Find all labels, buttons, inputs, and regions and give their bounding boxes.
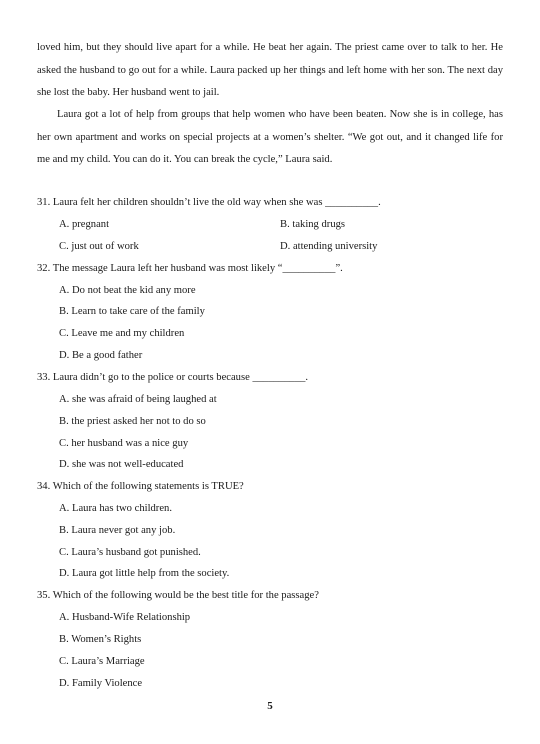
option-33-c	[59, 436, 188, 452]
question-33	[37, 370, 507, 386]
option-letter: D.	[59, 678, 70, 689]
option-31-b	[280, 217, 345, 233]
option-32-b	[59, 304, 205, 320]
option-letter: C.	[59, 547, 69, 558]
option-text: Be a good father	[71, 350, 143, 361]
option-letter: D.	[280, 241, 291, 252]
option-text: she was not well-educated	[71, 459, 184, 470]
question-stem: Laura felt her children shouldn’t live the old way when she was __________.	[52, 197, 381, 208]
option-text: Laura has two children.	[71, 503, 172, 514]
question-number: 32.	[37, 263, 51, 274]
question-number: 33.	[37, 372, 51, 383]
option-34-c	[59, 545, 201, 561]
option-text: Do not beat the kid any more	[71, 285, 196, 296]
option-text: pregnant	[71, 219, 110, 230]
option-letter: D.	[59, 459, 70, 470]
option-text: attending university	[292, 241, 378, 252]
option-text: Husband-Wife Relationship	[71, 612, 191, 623]
option-letter: C.	[59, 328, 69, 339]
option-letter: A.	[59, 503, 70, 514]
option-letter: C.	[59, 241, 69, 252]
question-stem: Laura didn’t go to the police or courts because __________.	[52, 372, 309, 383]
option-letter: C.	[59, 656, 69, 667]
option-letter: B.	[280, 219, 290, 230]
option-35-b	[59, 632, 141, 648]
option-34-b	[59, 523, 175, 539]
question-34	[37, 479, 507, 495]
option-text: Laura’s Marriage	[71, 656, 145, 667]
option-text: Women’s Rights	[71, 634, 142, 645]
question-35	[37, 588, 507, 604]
option-letter: B.	[59, 634, 69, 645]
option-letter: A.	[59, 394, 70, 405]
option-letter: A.	[59, 285, 70, 296]
question-number: 31.	[37, 197, 51, 208]
question-32	[37, 261, 507, 277]
option-text: she was afraid of being laughed at	[71, 394, 217, 405]
question-number: 34.	[37, 481, 51, 492]
option-31-d	[280, 239, 377, 255]
passage-paragraph-1: loved him, but they should live apart for a while. He beat her again. The priest came over to talk to her. He asked the husband to go out for a while. Laura packed up her things and left home with her son. The next day she lost the baby. Her husband went to jail.	[37, 42, 503, 99]
option-31-a	[59, 217, 109, 233]
question-stem: The message Laura left her husband was most likely “__________”.	[52, 263, 343, 274]
option-text: Laura’s husband got punished.	[71, 547, 201, 558]
option-31-c	[59, 239, 139, 255]
option-letter: B.	[59, 525, 69, 536]
option-text: her husband was a nice guy	[71, 438, 189, 449]
option-text: Leave me and my children	[71, 328, 185, 339]
option-letter: C.	[59, 438, 69, 449]
page-number: 5	[267, 700, 273, 712]
option-text: Laura got little help from the society.	[71, 568, 230, 579]
question-stem: Which of the following statements is TRUE?	[52, 481, 244, 492]
option-35-a	[59, 610, 190, 626]
option-text: taking drugs	[292, 219, 346, 230]
option-35-d	[59, 676, 142, 692]
option-33-b	[59, 414, 206, 430]
option-32-c	[59, 326, 184, 342]
question-stem: Which of the following would be the best title for the passage?	[52, 590, 319, 601]
option-text: just out of work	[71, 241, 139, 252]
option-text: Laura never got any job.	[71, 525, 176, 536]
option-34-a	[59, 501, 172, 517]
question-31	[37, 195, 507, 211]
option-35-c	[59, 654, 145, 670]
option-text: Family Violence	[71, 678, 143, 689]
option-33-a	[59, 392, 217, 408]
option-33-d	[59, 457, 183, 473]
option-text: the priest asked her not to do so	[71, 416, 206, 427]
option-letter: A.	[59, 219, 70, 230]
option-letter: D.	[59, 568, 70, 579]
option-text: Learn to take care of the family	[71, 306, 205, 317]
passage-paragraph-2: Laura got a lot of help from groups that help women who have been beaten. Now she is in college, has her own apartment and works on special projects at a women’s shelter. “We got out, and it changed life for me and my child. You can do it. You can break the cycle,” Laura said.	[37, 109, 503, 166]
option-32-a	[59, 283, 196, 299]
option-letter: A.	[59, 612, 70, 623]
option-32-d	[59, 348, 142, 364]
option-letter: D.	[59, 350, 70, 361]
option-letter: B.	[59, 306, 69, 317]
option-letter: B.	[59, 416, 69, 427]
question-number: 35.	[37, 590, 51, 601]
option-34-d	[59, 566, 229, 582]
